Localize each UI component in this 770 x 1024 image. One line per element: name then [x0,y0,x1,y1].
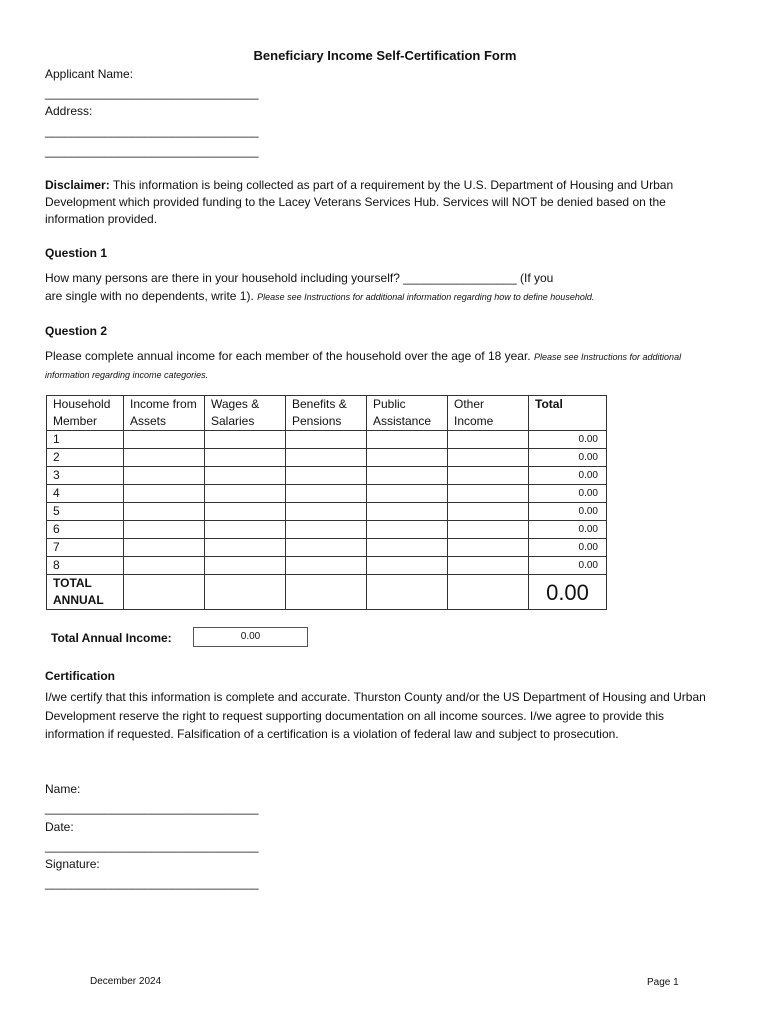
public-assistance-cell[interactable] [367,503,448,521]
question2-text-main: Please complete annual income for each member of the household over the age of 18 year. [45,349,534,363]
benefits-cell[interactable] [286,449,367,467]
signature-field[interactable]: ________________________________ [45,876,259,890]
other-income-cell[interactable] [448,431,529,449]
annual-wages-cell [205,575,286,610]
table-row [47,431,607,449]
row-total: 0.00 [529,485,607,503]
public-assistance-cell[interactable] [367,521,448,539]
date-label: Date: [45,820,74,834]
member-number: 4 [47,485,124,503]
row-total: 0.00 [529,557,607,575]
address-label: Address: [45,104,93,118]
row-total: 0.00 [529,431,607,449]
wages-cell[interactable] [205,485,286,503]
income-assets-cell[interactable] [124,485,205,503]
header-wages-salaries: Wages & Salaries [205,396,286,431]
member-number: 3 [47,467,124,485]
other-income-cell[interactable] [448,449,529,467]
table-row [47,449,607,467]
row-total: 0.00 [529,449,607,467]
annual-total-value: 0.00 [529,575,607,610]
income-assets-cell[interactable] [124,467,205,485]
question1-note: Please see Instructions for additional information regarding how to define household. [257,292,595,302]
member-number: 6 [47,521,124,539]
question1-text-line2-text: are single with no dependents, write 1). [45,289,258,303]
header-total: Total [529,396,607,431]
benefits-cell[interactable] [286,485,367,503]
wages-cell[interactable] [205,557,286,575]
disclaimer-text: This information is being collected as part of a requirement by the U.S. Department of Housing and Urban Development which provided funding to the Lacey Veterans Services Hub. Services will NOT be denied based on the information provided. [45,178,674,226]
annual-benefits-cell [286,575,367,610]
applicant-name-field[interactable]: ________________________________ [45,86,259,100]
income-assets-cell[interactable] [124,449,205,467]
row-total: 0.00 [529,521,607,539]
total-annual-income-field[interactable]: 0.00 [193,627,308,647]
wages-cell[interactable] [205,503,286,521]
member-number: 7 [47,539,124,557]
wages-cell[interactable] [205,539,286,557]
annual-other-income-cell [448,575,529,610]
wages-cell[interactable] [205,431,286,449]
income-assets-cell[interactable] [124,539,205,557]
name-field[interactable]: ________________________________ [45,801,259,815]
income-assets-cell[interactable] [124,503,205,521]
certification-text: I/we certify that this information is complete and accurate. Thurston County and/or the US Department of Housing and Urban Development reserve the right to request supporting documentation on all income sources. I/we agree to provide this information if requested. Falsification of a certification is a violation of federal law and subject to prosecution. [45,690,706,741]
member-number: 2 [47,449,124,467]
table-row [47,557,607,575]
benefits-cell[interactable] [286,467,367,485]
public-assistance-cell[interactable] [367,431,448,449]
address-field-line-2[interactable]: ________________________________ [45,144,259,158]
benefits-cell[interactable] [286,539,367,557]
date-field[interactable]: ________________________________ [45,839,259,853]
other-income-cell[interactable] [448,557,529,575]
other-income-cell[interactable] [448,521,529,539]
table-row [47,467,607,485]
income-assets-cell[interactable] [124,557,205,575]
question1-heading: Question 1 [45,246,108,260]
question2-note: Please see Instructions for additional information regarding income categories. [45,352,682,380]
header-public-assistance: Public Assistance [367,396,448,431]
table-row [47,503,607,521]
other-income-cell[interactable] [448,467,529,485]
question1-text-line1: How many persons are there in your household including yourself? _________________ (If you [45,271,554,285]
header-other-income: Other Income [448,396,529,431]
income-assets-cell[interactable] [124,521,205,539]
public-assistance-cell[interactable] [367,485,448,503]
income-table [46,395,607,610]
benefits-cell[interactable] [286,557,367,575]
row-total: 0.00 [529,503,607,521]
applicant-name-label: Applicant Name: [45,67,134,81]
disclaimer [45,177,725,228]
form-title: Beneficiary Income Self-Certification Form [253,48,517,63]
income-table-header [47,396,607,431]
benefits-cell[interactable] [286,431,367,449]
wages-cell[interactable] [205,449,286,467]
row-total: 0.00 [529,467,607,485]
name-label: Name: [45,782,81,796]
wages-cell[interactable] [205,467,286,485]
annual-public-assistance-cell [367,575,448,610]
signature-label: Signature: [45,857,100,871]
question1-text-line2 [45,289,594,303]
wages-cell[interactable] [205,521,286,539]
public-assistance-cell[interactable] [367,539,448,557]
address-field-line-1[interactable]: ________________________________ [45,124,259,138]
income-assets-cell[interactable] [124,431,205,449]
annual-assets-cell [124,575,205,610]
public-assistance-cell[interactable] [367,557,448,575]
member-number: 8 [47,557,124,575]
header-benefits-pensions: Benefits & Pensions [286,396,367,431]
footer-page-number: Page 1 [647,977,679,988]
disclaimer-label: Disclaimer: [45,178,110,192]
table-row [47,539,607,557]
benefits-cell[interactable] [286,521,367,539]
total-annual-label: TOTAL ANNUAL [47,575,124,610]
table-row [47,485,607,503]
row-total: 0.00 [529,539,607,557]
certification-heading: Certification [45,669,116,683]
footer-date: December 2024 [90,976,162,987]
other-income-cell[interactable] [448,485,529,503]
table-row [47,521,607,539]
total-annual-income-label: Total Annual Income: [51,631,172,645]
header-household-member: Household Member [47,396,124,431]
member-number: 1 [47,431,124,449]
public-assistance-cell[interactable] [367,449,448,467]
total-annual-row [47,575,607,610]
member-number: 5 [47,503,124,521]
question2-heading: Question 2 [45,324,108,338]
public-assistance-cell[interactable] [367,467,448,485]
other-income-cell[interactable] [448,503,529,521]
header-income-from-assets: Income from Assets [124,396,205,431]
question2-text [45,348,725,384]
benefits-cell[interactable] [286,503,367,521]
other-income-cell[interactable] [448,539,529,557]
